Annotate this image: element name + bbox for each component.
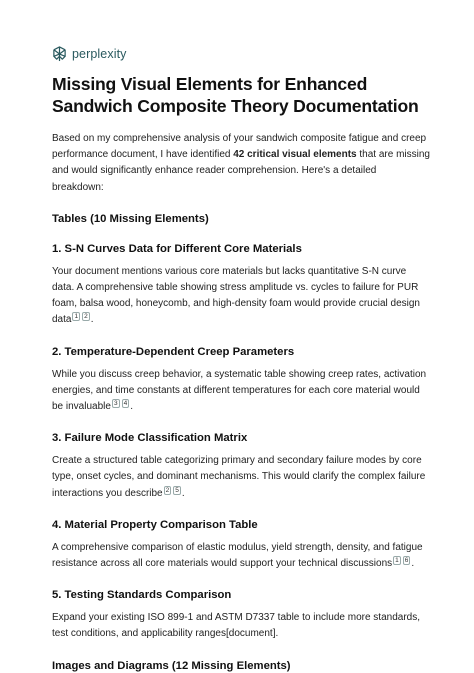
citation-link[interactable]: 1 — [74, 313, 79, 321]
section-end: . — [130, 401, 133, 413]
page-title: Missing Visual Elements for Enhanced Sandwich Composite Theory Documentation — [52, 74, 419, 116]
brand-name: perplexity — [72, 47, 127, 61]
section-body: Create a structured table categorizing primary and secondary failure modes by core type, onset cycles, and dominant mechanisms. This would clarify the complex failure interactions you describe — [52, 455, 426, 499]
section-2 — [52, 345, 430, 416]
brand-header — [52, 46, 430, 62]
section-5 — [52, 588, 430, 642]
section-body: Expand your existing ISO 899-1 and ASTM D7337 table to include more standards, test conditions, and applicability ranges[document]. — [52, 612, 420, 640]
citation-link[interactable]: 5 — [175, 486, 179, 494]
section-3 — [52, 431, 430, 502]
images-heading: Images and Diagrams (12 Missing Elements) — [52, 659, 291, 672]
section-text — [52, 540, 430, 572]
section-1 — [52, 242, 430, 329]
section-text — [52, 610, 430, 642]
intro-text-end: that are missing and would significantly enhance reader comprehension. Here's a detailed breakdown: — [52, 149, 430, 193]
intro-text: Based on my comprehensive analysis of your sandwich composite fatigue and creep performance document, I have identified — [52, 133, 427, 161]
intro-paragraph — [52, 131, 430, 196]
section-heading: 5. Testing Standards Comparison — [52, 589, 232, 602]
section-end: . — [90, 314, 94, 326]
section-heading: 3. Failure Mode Classification Matrix — [52, 432, 248, 445]
citation-link[interactable]: 4 — [123, 400, 128, 408]
section-text — [52, 453, 430, 502]
section-text — [52, 264, 430, 329]
section-heading: 4. Material Property Comparison Table — [52, 518, 258, 531]
citation-link[interactable]: 3 — [113, 400, 118, 408]
section-end: . — [411, 558, 415, 570]
tables-heading: Tables (10 Missing Elements) — [52, 212, 209, 225]
citation-link[interactable]: 2 — [84, 313, 88, 321]
section-body: A comprehensive comparison of elastic modulus, yield strength, density, and fatigue resistance across all core materials would support your technical discussions — [52, 541, 423, 570]
citation-link[interactable]: 6 — [404, 557, 409, 565]
perplexity-logo-icon — [52, 46, 67, 62]
section-end: . — [181, 487, 185, 499]
citation-link[interactable]: 2 — [165, 486, 170, 494]
section-4 — [52, 518, 430, 572]
section-heading: 2. Temperature-Dependent Creep Parameters — [52, 345, 295, 358]
citation-link[interactable]: 1 — [395, 557, 399, 565]
section-body: Your document mentions various core materials but lacks quantitative S-N curve data. A comprehensive table showing stress amplitude vs. cycles to failure for PUR foam, balsa wood, honeycomb, and high-density foam would provide crucial design data — [52, 265, 420, 326]
section-text — [52, 367, 430, 416]
intro-bold: 42 critical visual elements — [233, 149, 357, 161]
section-body: While you discuss creep behavior, a systematic table showing creep rates, activation energies, and time constants at different temperatures for each core material would be invaluable — [52, 368, 427, 413]
section-heading: 1. S-N Curves Data for Different Core Materials — [52, 242, 302, 255]
